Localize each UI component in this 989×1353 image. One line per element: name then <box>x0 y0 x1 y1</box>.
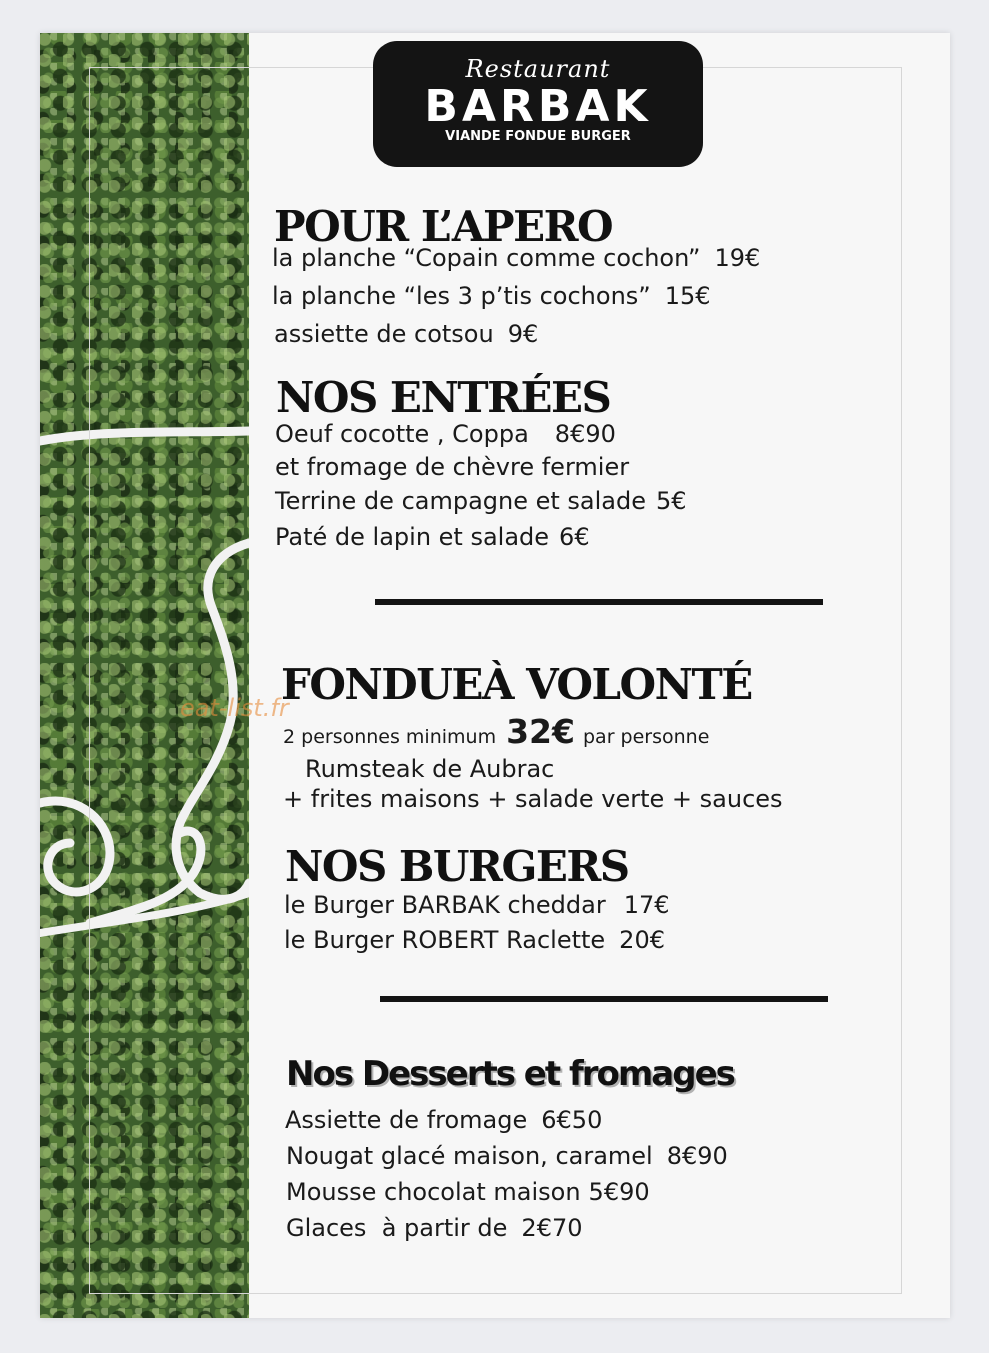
restaurant-logo <box>373 41 703 167</box>
dessert-item <box>286 1216 583 1240</box>
item-name: Assiette de fromage <box>285 1106 528 1134</box>
entrees-heading: NOS ENTRÉES <box>276 373 611 422</box>
entree-item <box>275 489 687 513</box>
item-price: 8€90 <box>666 1142 728 1170</box>
burger-item <box>284 928 665 952</box>
section-divider <box>375 599 823 605</box>
item-name: le Burger BARBAK cheddar <box>284 891 606 919</box>
item-price: 6€ <box>559 523 590 551</box>
item-name: Paté de lapin et salade <box>275 523 550 551</box>
desserts-heading: Nos Desserts et fromages <box>286 1054 734 1094</box>
item-price: 19€ <box>714 244 761 272</box>
apero-heading: POUR L’APERO <box>274 202 613 251</box>
hedge-photo-panel <box>40 33 249 1318</box>
item-price: 5€ <box>656 487 687 515</box>
logo-script-text: Restaurant <box>465 55 611 83</box>
burgers-heading: NOS BURGERS <box>285 842 629 891</box>
item-price: 8€90 <box>554 420 616 448</box>
logo-tagline: VIANDE FONDUE BURGER <box>445 129 631 144</box>
fondue-price-line <box>283 712 710 751</box>
fondue-minimum: 2 personnes minimum <box>283 726 497 748</box>
item-price: 17€ <box>623 891 670 919</box>
item-name: Oeuf cocotte , Coppa <box>275 420 529 448</box>
item-name: la planche “Copain comme cochon” <box>272 244 701 272</box>
item-price: 15€ <box>664 282 711 310</box>
item-price: 20€ <box>619 926 665 954</box>
item-price: 6€50 <box>541 1106 603 1134</box>
apero-item <box>274 322 538 346</box>
burger-item <box>284 893 670 917</box>
item-name: Mousse chocolat maison <box>286 1178 581 1206</box>
watermark: eat-list.fr <box>180 694 289 722</box>
bull-neon-outline <box>40 33 249 1318</box>
item-price: 2€70 <box>521 1214 583 1242</box>
fondue-price: 32€ <box>506 712 575 751</box>
apero-item <box>272 284 711 308</box>
entree-item <box>275 525 590 549</box>
item-name: Nougat glacé maison, caramel <box>286 1142 653 1170</box>
dessert-item <box>286 1144 728 1168</box>
fondue-description: Rumsteak de Aubrac <box>305 755 555 783</box>
item-name: le Burger ROBERT Raclette <box>284 926 606 954</box>
logo-name: BARBAK <box>424 81 652 132</box>
item-price: 9€ <box>507 320 539 348</box>
fondue-sides: + frites maisons + salade verte + sauces <box>283 785 783 813</box>
entree-item <box>275 422 616 446</box>
item-name: Glaces à partir de <box>286 1214 508 1242</box>
item-name: assiette de cotsou <box>274 320 494 348</box>
apero-item <box>272 246 760 270</box>
item-name: Terrine de campagne et salade <box>275 487 647 515</box>
entree-item-detail: et fromage de chèvre fermier <box>275 453 630 481</box>
section-divider <box>380 996 828 1002</box>
fondue-per-person: par personne <box>582 726 710 748</box>
dessert-item <box>286 1180 650 1204</box>
item-price: 5€90 <box>588 1178 650 1206</box>
item-name: la planche “les 3 p’tis cochons” <box>272 282 651 310</box>
dessert-item <box>285 1108 602 1132</box>
fondue-heading: FONDUEÀ VOLONTÉ <box>281 660 752 709</box>
